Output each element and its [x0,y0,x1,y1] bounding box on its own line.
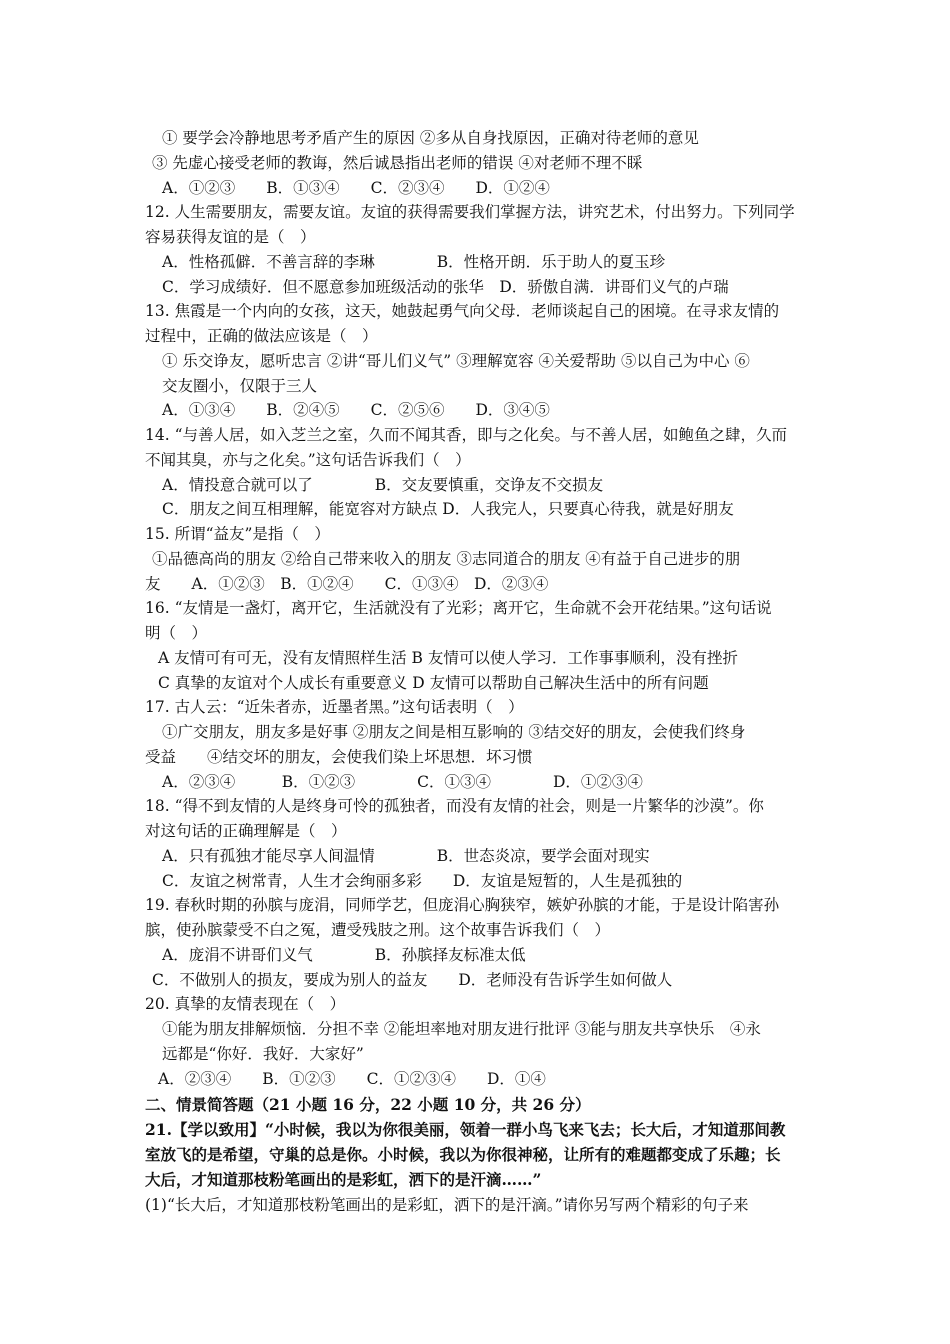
text-line: ①广交朋友，朋友多是好事 ②朋友之间是相互影响的 ③结交好的朋友，会使我们终身 [162,723,746,741]
text-line: 15. 所谓“益友”是指（ ） [145,525,330,543]
text-line: ①能为朋友排解烦恼．分担不幸 ②能坦率地对朋友进行批评 ③能与朋友共享快乐 ④永 [162,1020,761,1038]
text-line: 受益 ④结交坏的朋友，会使我们染上坏思想．坏习惯 [145,748,533,766]
text-line: ① 乐交诤友，愿听忠言 ②讲“哥儿们义气” ③理解宽容 ④关爱帮助 ⑤以自己为中心 ⑥ [162,352,750,370]
text-line: A．性格孤僻．不善言辞的李琳 B．性格开朗．乐于助人的夏玉珍 [162,253,666,271]
text-line: 13. 焦霞是一个内向的女孩，这天，她鼓起勇气向父母．老师谈起自己的困境。在寻求友情的 [145,302,780,320]
text-line: C．朋友之间互相理解，能宽容对方缺点 D．人我完人，只要真心待我，就是好朋友 [162,500,734,518]
text-line: A．①③④ B．②④⑤ C．②⑤⑥ D．③④⑤ [162,401,550,419]
text-line: C 真挚的友谊对个人成长有重要意义 D 友情可以帮助自己解决生活中的所有问题 [158,674,709,692]
text-line: ① 要学会冷静地思考矛盾产生的原因 ②多从自身找原因，正确对待老师的意见 [162,129,699,147]
text-line: 明（ ） [145,624,208,642]
text-line: C．不做别人的损友，要成为别人的益友 D．老师没有告诉学生如何做人 [152,971,673,989]
text-line: A．②③④ B．①②③ C．①②③④ D．①④ [158,1070,546,1088]
text-line: 21.【学以致用】“小时候，我以为你很美丽，领着一群小鸟飞来飞去；长大后，才知道那间教 [145,1120,786,1139]
text-line: ③ 先虚心接受老师的教诲，然后诚恳指出老师的错误 ④对老师不理不睬 [152,154,643,172]
text-line: 二、情景简答题（21 小题 16 分，22 小题 10 分，共 26 分） [145,1095,591,1114]
text-line: A．情投意合就可以了 B．交友要慎重，交诤友不交损友 [162,476,604,494]
text-line: A 友情可有可无，没有友情照样生活 B 友情可以使人学习．工作事事顺利，没有挫折 [158,649,738,667]
text-line: (1)“长大后，才知道那枝粉笔画出的是彩虹，洒下的是汗滴。”请你另写两个精彩的句子来 [145,1196,749,1214]
text-line: 16. “友情是一盏灯，离开它，生活就没有了光彩；离开它，生命就不会开花结果。”这句话说 [145,599,772,617]
text-line: 大后，才知道那枝粉笔画出的是彩虹，洒下的是汗滴……” [145,1170,542,1189]
text-line: 12. 人生需要朋友，需要友谊。友谊的获得需要我们掌握方法，讲究艺术，付出努力。下列同学 [145,203,795,221]
text-line: 远都是“你好．我好．大家好” [162,1045,364,1063]
text-line: 膑，使孙膑蒙受不白之冤，遭受残肢之刑。这个故事告诉我们（ ） [145,921,611,939]
text-line: 不闻其臭，亦与之化矣。”这句话告诉我们（ ） [145,451,471,469]
text-line: A．②③④ B．①②③ C．①③④ D．①②③④ [162,773,643,791]
text-line: 过程中，正确的做法应该是（ ） [145,327,378,345]
text-line: 14. “与善人居，如入芝兰之室，久而不闻其香，即与之化矣。与不善人居，如鲍鱼之肆，久而 [145,426,788,444]
text-line: 容易获得友谊的是（ ） [145,228,316,246]
text-line: A．只有孤独才能尽享人间温情 B．世态炎凉，要学会面对现实 [162,847,650,865]
text-line: 20. 真挚的友情表现在（ ） [145,995,346,1013]
text-line: A．①②③ B．①③④ C．②③④ D．①②④ [162,179,550,197]
text-line: C．友谊之树常青，人生才会绚丽多彩 D．友谊是短暂的，人生是孤独的 [162,872,683,890]
text-line: 对这句话的正确理解是（ ） [145,822,347,840]
text-line: 室放飞的是希望，守巢的总是你。小时候，我以为你很神秘，让所有的难题都变成了乐趣；长 [145,1145,781,1164]
text-line: 19. 春秋时期的孙膑与庞涓，同师学艺，但庞涓心胸狭窄，嫉妒孙膑的才能，于是设计陷害孙 [145,896,780,914]
text-line: 友 A．①②③ B．①②④ C．①③④ D．②③④ [145,575,549,593]
text-line: 17. 古人云：“近朱者赤，近墨者黑。”这句话表明（ ） [145,698,524,716]
text-line: 交友圈小，仅限于三人 [162,377,318,395]
text-line: ①品德高尚的朋友 ②给自己带来收入的朋友 ③志同道合的朋友 ④有益于自己进步的朋 [152,550,741,568]
text-line: 18. “得不到友情的人是终身可怜的孤独者，而没有友情的社会，则是一片繁华的沙漠”。你 [145,797,764,815]
text-line: A．庞涓不讲哥们义气 B．孙膑择友标准太低 [162,946,526,964]
text-line: C．学习成绩好．但不愿意参加班级活动的张华 D．骄傲自满．讲哥们义气的卢瑞 [162,278,729,296]
